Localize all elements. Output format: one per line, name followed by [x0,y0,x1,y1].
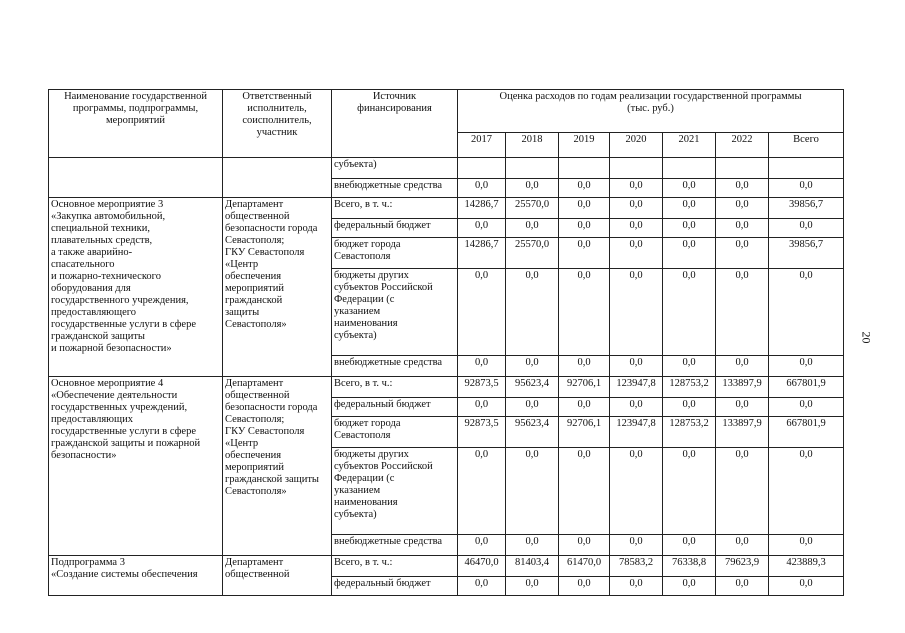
value-cell: 0,0 [716,356,769,377]
value-cell [458,158,506,179]
value-cell: 0,0 [769,356,844,377]
source-cell: федеральный бюджет [332,577,458,596]
value-cell: 0,0 [458,398,506,417]
year-header: 2020 [610,133,663,158]
value-cell: 0,0 [559,448,610,535]
executor-cell: Департамент общественной безопасности города Севастополя; ГКУ Севастополя «Центр обеспечения мероприятий гражданской защиты Севастополя» [223,198,332,377]
header-estimate: Оценка расходов по годам реализации государственной программы (тыс. руб.) [458,90,844,133]
source-cell: бюджет города Севастополя [332,238,458,269]
value-cell: 0,0 [663,238,716,269]
value-cell: 0,0 [506,398,559,417]
value-cell: 92873,5 [458,417,506,448]
value-cell [506,158,559,179]
value-cell: 25570,0 [506,198,559,219]
value-cell [610,158,663,179]
value-cell: 46470,0 [458,556,506,577]
value-cell: 0,0 [506,179,559,198]
value-cell: 0,0 [610,577,663,596]
value-cell: 0,0 [663,198,716,219]
value-cell: 0,0 [663,398,716,417]
value-cell: 0,0 [559,198,610,219]
program-name-cell: Основное мероприятие 4 «Обеспечение деятельности государственных учреждений, предоставляющих государственные услуги в сфере гражданской защиты и пожарной безопасности» [49,377,223,556]
value-cell: 0,0 [458,219,506,238]
value-cell: 0,0 [716,179,769,198]
value-cell: 39856,7 [769,198,844,219]
value-cell: 81403,4 [506,556,559,577]
source-cell: внебюджетные средства [332,356,458,377]
source-cell: федеральный бюджет [332,219,458,238]
value-cell: 0,0 [716,448,769,535]
year-header: 2017 [458,133,506,158]
source-cell: субъекта) [332,158,458,179]
value-cell: 0,0 [559,219,610,238]
value-cell: 39856,7 [769,238,844,269]
value-cell: 0,0 [458,535,506,556]
value-cell: 0,0 [663,577,716,596]
value-cell: 0,0 [663,219,716,238]
value-cell: 0,0 [506,269,559,356]
value-cell: 0,0 [769,269,844,356]
header-source: Источник финансирования [332,90,458,158]
value-cell: 0,0 [458,448,506,535]
year-header: 2018 [506,133,559,158]
value-cell: 0,0 [769,535,844,556]
name-cell-empty [49,158,223,198]
value-cell: 0,0 [559,398,610,417]
value-cell: 0,0 [559,269,610,356]
value-cell: 78583,2 [610,556,663,577]
value-cell: 92706,1 [559,377,610,398]
value-cell: 0,0 [559,577,610,596]
value-cell: 0,0 [610,448,663,535]
source-cell: Всего, в т. ч.: [332,377,458,398]
value-cell: 14286,7 [458,238,506,269]
value-cell: 25570,0 [506,238,559,269]
value-cell: 0,0 [458,179,506,198]
value-cell: 667801,9 [769,377,844,398]
header-name: Наименование государственной программы, подпрограммы, мероприятий [49,90,223,158]
header-executor: Ответственный исполнитель, соисполнитель, участник [223,90,332,158]
value-cell: 0,0 [716,535,769,556]
value-cell: 667801,9 [769,417,844,448]
value-cell: 0,0 [506,535,559,556]
value-cell: 0,0 [769,448,844,535]
value-cell: 95623,4 [506,377,559,398]
source-cell: Всего, в т. ч.: [332,198,458,219]
table-row [49,377,844,398]
value-cell: 0,0 [458,356,506,377]
value-cell: 0,0 [663,179,716,198]
value-cell: 133897,9 [716,377,769,398]
value-cell: 95623,4 [506,417,559,448]
executor-cell-empty [223,158,332,198]
value-cell: 0,0 [506,219,559,238]
value-cell: 0,0 [458,269,506,356]
value-cell: 0,0 [716,398,769,417]
source-cell: бюджеты других субъектов Российской Федерации (с указанием наименования субъекта) [332,269,458,356]
value-cell: 0,0 [716,219,769,238]
value-cell: 0,0 [610,219,663,238]
value-cell: 0,0 [610,356,663,377]
value-cell: 423889,3 [769,556,844,577]
value-cell: 0,0 [663,269,716,356]
value-cell: 14286,7 [458,198,506,219]
value-cell: 0,0 [458,577,506,596]
value-cell: 92873,5 [458,377,506,398]
value-cell: 128753,2 [663,417,716,448]
value-cell: 0,0 [559,179,610,198]
table-row [49,158,844,179]
value-cell: 0,0 [769,398,844,417]
value-cell: 0,0 [716,198,769,219]
value-cell: 76338,8 [663,556,716,577]
expenses-table [48,89,844,596]
value-cell: 0,0 [559,535,610,556]
value-cell: 0,0 [559,238,610,269]
value-cell: 133897,9 [716,417,769,448]
source-cell: бюджеты других субъектов Российской Федерации (с указанием наименования субъекта) [332,448,458,535]
value-cell [559,158,610,179]
value-cell: 0,0 [663,356,716,377]
value-cell: 79623,9 [716,556,769,577]
source-cell: федеральный бюджет [332,398,458,417]
table-row [49,556,844,577]
value-cell: 0,0 [716,269,769,356]
executor-cell: Департамент общественной безопасности города Севастополя; ГКУ Севастополя «Центр обеспечения мероприятий гражданской защиты Севастополя» [223,377,332,556]
value-cell: 123947,8 [610,417,663,448]
value-cell: 0,0 [716,238,769,269]
source-cell: внебюджетные средства [332,179,458,198]
program-name-cell: Подпрограмма 3 «Создание системы обеспечения [49,556,223,596]
page-number: 20 [859,331,874,344]
value-cell: 128753,2 [663,377,716,398]
value-cell [663,158,716,179]
value-cell: 0,0 [769,219,844,238]
value-cell: 0,0 [663,535,716,556]
value-cell [769,158,844,179]
value-cell: 0,0 [769,577,844,596]
value-cell: 0,0 [610,238,663,269]
executor-cell: Департамент общественной [223,556,332,596]
source-cell: Всего, в т. ч.: [332,556,458,577]
value-cell: 0,0 [610,398,663,417]
value-cell: 0,0 [769,179,844,198]
value-cell: 0,0 [506,448,559,535]
value-cell [716,158,769,179]
year-header: Всего [769,133,844,158]
source-cell: внебюджетные средства [332,535,458,556]
source-cell: бюджет города Севастополя [332,417,458,448]
value-cell: 123947,8 [610,377,663,398]
program-name-cell: Основное мероприятие 3 «Закупка автомобильной, специальной техники, плавательных средств, а также аварийно- спасательного и пожарно-технического оборудования для государственного учреждения, предоставляющего государственные услуги в сфере гражданской защиты и пожарной безопасности» [49,198,223,377]
year-header: 2019 [559,133,610,158]
table-row [49,198,844,219]
value-cell: 0,0 [610,535,663,556]
year-header: 2022 [716,133,769,158]
value-cell: 0,0 [610,198,663,219]
value-cell: 0,0 [506,356,559,377]
value-cell: 0,0 [610,269,663,356]
value-cell: 0,0 [716,577,769,596]
year-header: 2021 [663,133,716,158]
value-cell: 0,0 [559,356,610,377]
value-cell: 0,0 [663,448,716,535]
value-cell: 61470,0 [559,556,610,577]
value-cell: 0,0 [610,179,663,198]
value-cell: 92706,1 [559,417,610,448]
value-cell: 0,0 [506,577,559,596]
